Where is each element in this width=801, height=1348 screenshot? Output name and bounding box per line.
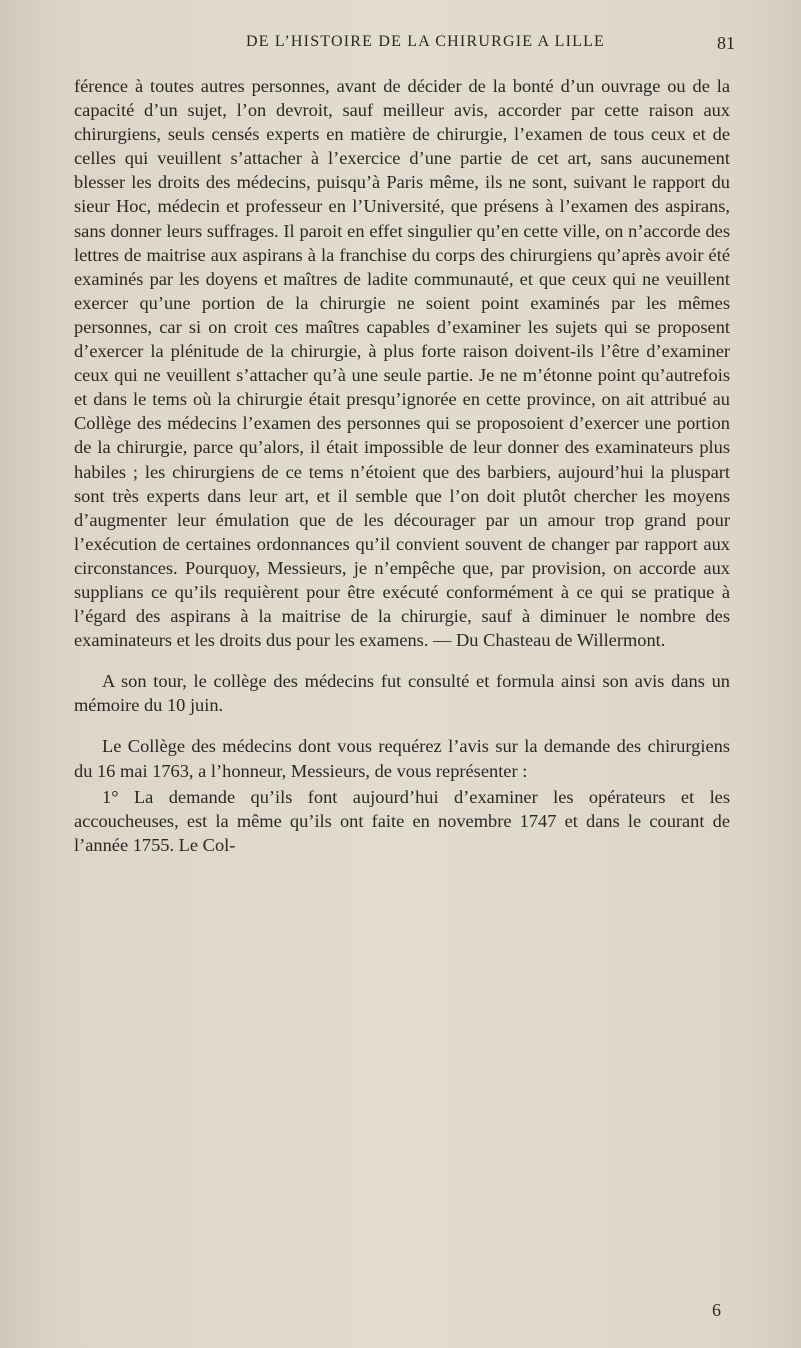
body-text [74, 74, 730, 857]
signature-mark: 6 [712, 1300, 721, 1320]
paragraph-3: Le Collège des médecins dont vous requérez l’avis sur la demande des chirurgiens du 16 mai 1763, a l’honneur, Messieurs, de vous représenter : [74, 736, 730, 781]
paragraph-2: A son tour, le collège des médecins fut consulté et formula ainsi son avis dans un mémoire du 10 juin. [74, 671, 730, 716]
running-head: DE L’HISTOIRE DE LA CHIRURGIE A LILLE [245, 33, 606, 50]
page-number: 81 [717, 33, 735, 53]
paragraph-4: 1° La demande qu’ils font aujourd’hui d’examiner les opérateurs et les accoucheuses, est la même qu’ils ont faite en novembre 1747 et dans le courant de l’année 1755. Le Col- [74, 786, 730, 855]
paragraph-1: férence à toutes autres personnes, avant de décider de la bonté d’un ouvrage ou de la capacité d’un sujet, l’on devroit, sauf meilleur avis, accorder par cette raison aux chirurgiens, seuls censés experts en matière de chirurgie, l’examen de tous ceux et de celles qui veuillent s’attacher à l’exercice d’une partie de cet art, sans aucunement blesser les droits des médecins, puisqu’à Paris même, ils ne sont, suivant le rapport du sieur Hoc, médecin et professeur en l’Université, que présens à l’examen des aspirans, sans donner leurs suffrages. Il paroit en effet singulier qu’en cette ville, on n’accorde des lettres de maitrise aux aspirans à la franchise du corps des chirurgiens qu’après avoir été examinés par les doyens et maîtres de ladite communauté, et que ceux qui ne veuillent exercer qu’une portion de la chirurgie ne soient point examinés par les mêmes personnes, car si on croit ces maîtres capables d’examiner les sujets qui se proposent d’exercer la plénitude de la chirurgie, à plus forte raison doivent-ils l’être d’examiner ceux qui ne veuillent s’attacher qu’à une seule partie. Je ne m’étonne point qu’autrefois et dans le tems où la chirurgie était presqu’ignorée en cette province, on ait attribué au Collège des médecins l’examen des personnes qui se proposoient d’exercer une portion de la chirurgie, parce qu’alors, il était impossible de leur donner des examinateurs plus habiles ; les chirurgiens de ce tems n’étoient que des barbiers, aujourd’hui la pluspart sont très experts dans leur art, et il semble que l’on doit plutôt chercher les moyens d’augmenter leur émulation que de les décourager par un amour trop grand pour l’exécution de certaines ordonnances qu’il convient souvent de changer par rapport aux circonstances. Pourquoy, Messieurs, je n’empêche que, par provision, on accorde aux supplians ce qu’ils requièrent pour être exécuté conformément à ce qui se pratique à l’égard des aspirans à la maitrise de la chirurgie, sauf à diminuer le nombre des examinateurs et les droits dus pour les examens. — Du Chasteau de Willermont. [74, 76, 730, 651]
